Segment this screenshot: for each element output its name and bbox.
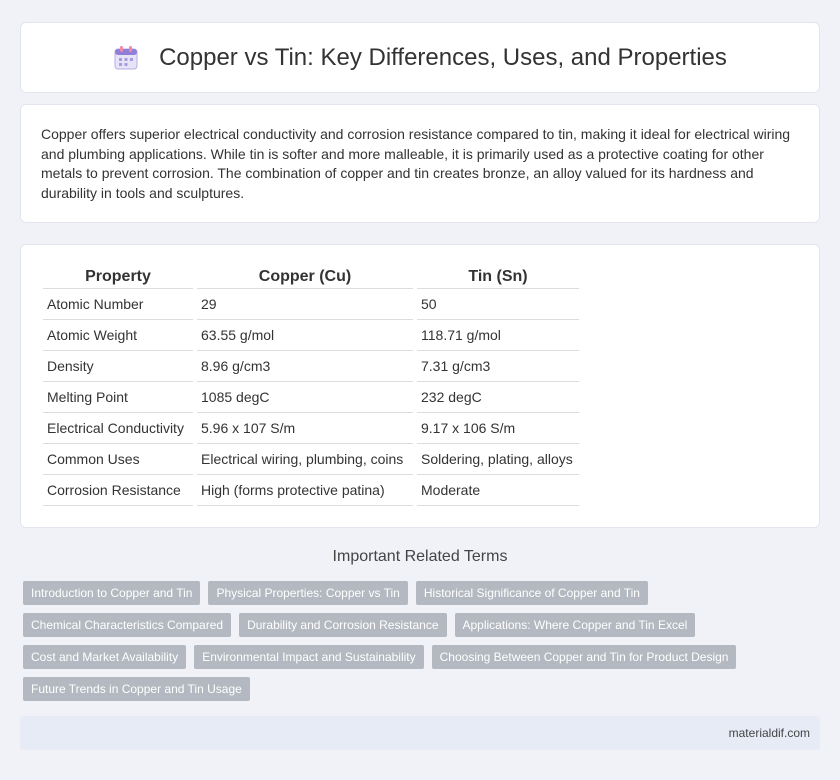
cell-property: Corrosion Resistance bbox=[43, 475, 193, 506]
related-terms-list bbox=[23, 581, 823, 709]
related-term-link[interactable]: Chemical Characteristics Compared bbox=[23, 613, 231, 637]
cell-property: Atomic Number bbox=[43, 289, 193, 320]
cell-copper: 1085 degC bbox=[197, 382, 413, 413]
cell-copper: 63.55 g/mol bbox=[197, 320, 413, 351]
cell-property: Common Uses bbox=[43, 444, 193, 475]
related-term-link[interactable]: Applications: Where Copper and Tin Excel bbox=[455, 613, 696, 637]
cell-property: Atomic Weight bbox=[43, 320, 193, 351]
cell-copper: 8.96 g/cm3 bbox=[197, 351, 413, 382]
related-terms-title: Important Related Terms bbox=[332, 548, 508, 565]
related-term-link[interactable]: Environmental Impact and Sustainability bbox=[194, 645, 423, 669]
table-row bbox=[43, 444, 579, 475]
cell-tin: Soldering, plating, alloys bbox=[417, 444, 579, 475]
tag-row bbox=[23, 645, 823, 669]
cell-tin: 9.17 x 106 S/m bbox=[417, 413, 579, 444]
footer-site: materialdif.com bbox=[728, 726, 810, 740]
cell-property: Melting Point bbox=[43, 382, 193, 413]
cell-tin: Moderate bbox=[417, 475, 579, 506]
related-term-link[interactable]: Future Trends in Copper and Tin Usage bbox=[23, 677, 250, 701]
cell-tin: 50 bbox=[417, 289, 579, 320]
title-wrap bbox=[113, 44, 727, 72]
table-row bbox=[43, 351, 579, 382]
comparison-table bbox=[39, 265, 583, 506]
header-copper: Copper (Cu) bbox=[197, 265, 413, 289]
calendar-icon bbox=[113, 45, 139, 71]
footer bbox=[20, 716, 820, 750]
related-term-link[interactable]: Durability and Corrosion Resistance bbox=[239, 613, 446, 637]
table-row bbox=[43, 413, 579, 444]
intro-paragraph: Copper offers superior electrical conductivity and corrosion resistance compared to tin, making it ideal for electrical wiring and plumbing applications. While tin is softer and more malleable, it is primarily used as a protective coating for other metals to prevent corrosion. The combination of copper and tin creates bronze, an alloy valued for its hardness and durability in tools and sculptures. bbox=[41, 126, 791, 201]
cell-property: Density bbox=[43, 351, 193, 382]
cell-tin: 118.71 g/mol bbox=[417, 320, 579, 351]
related-term-link[interactable]: Physical Properties: Copper vs Tin bbox=[208, 581, 407, 605]
header-property: Property bbox=[43, 265, 193, 289]
table-row bbox=[43, 382, 579, 413]
related-term-link[interactable]: Choosing Between Copper and Tin for Product Design bbox=[432, 645, 737, 669]
table-row bbox=[43, 475, 579, 506]
page-title: Copper vs Tin: Key Differences, Uses, and Properties bbox=[159, 43, 727, 71]
tag-row bbox=[23, 581, 823, 605]
intro-card bbox=[20, 104, 820, 223]
table-header-row bbox=[43, 265, 579, 289]
cell-property: Electrical Conductivity bbox=[43, 413, 193, 444]
cell-copper: Electrical wiring, plumbing, coins bbox=[197, 444, 413, 475]
cell-tin: 232 degC bbox=[417, 382, 579, 413]
table-row bbox=[43, 320, 579, 351]
table-card bbox=[20, 244, 820, 528]
cell-copper: 5.96 x 107 S/m bbox=[197, 413, 413, 444]
table-row bbox=[43, 289, 579, 320]
related-term-link[interactable]: Historical Significance of Copper and Tin bbox=[416, 581, 648, 605]
tag-row bbox=[23, 613, 823, 637]
tag-row bbox=[23, 677, 823, 701]
related-term-link[interactable]: Introduction to Copper and Tin bbox=[23, 581, 200, 605]
header-card bbox=[20, 22, 820, 93]
related-term-link[interactable]: Cost and Market Availability bbox=[23, 645, 186, 669]
header-tin: Tin (Sn) bbox=[417, 265, 579, 289]
cell-copper: High (forms protective patina) bbox=[197, 475, 413, 506]
cell-tin: 7.31 g/cm3 bbox=[417, 351, 579, 382]
cell-copper: 29 bbox=[197, 289, 413, 320]
